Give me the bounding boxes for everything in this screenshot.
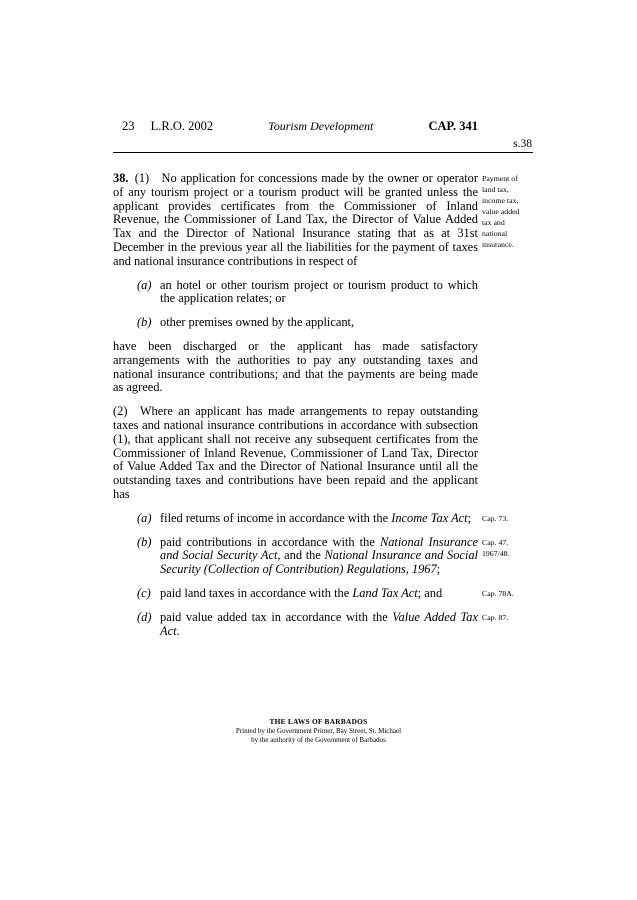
- list-item-label: (a): [137, 510, 152, 525]
- section-reference: s.38: [513, 138, 532, 150]
- page-footer: [0, 717, 637, 746]
- content-column: [113, 119, 533, 638]
- document-body: [113, 172, 533, 638]
- paragraph-38-1: [113, 171, 520, 269]
- margin-note: Payment of land tax, income tax, value added tax and national insurance.: [482, 174, 520, 249]
- header-rule: [113, 152, 533, 153]
- block-text: 38. (1) No application for concessions made by the owner or operator of any tourism project or a tourism product will be granted unless the applicant provides certificates from the Commissioner of Inland Revenue, the Commissioner of Land Tax, the Director of Value Added Tax and the Director of National Insurance stating that as at 31st December in the previous year all the liabilities for the payment of taxes and national insurance contributions in respect of: [113, 171, 478, 268]
- block-text: have been discharged or the applicant has made satisfactory arrangements with the authorities to pay any outstanding taxes and national insurance contributions; and that the payments are being made as agreed.: [113, 338, 478, 395]
- block-text: paid value added tax in accordance with the Value Added Tax Act.: [160, 609, 479, 638]
- list-item-label: (b): [137, 534, 152, 549]
- list-item-2a: [113, 510, 509, 526]
- paragraph-38-2: [113, 405, 478, 502]
- list-item-label: (b): [137, 315, 152, 330]
- block-text: filed returns of income in accordance with the Income Tax Act;: [160, 510, 472, 525]
- block-text: paid contributions in accordance with the National Insurance and Social Security Act, and the National Insurance and Social Security (Collection of Contribution) Regulations, 1967;: [160, 534, 478, 577]
- chapter-number: CAP. 341: [428, 119, 478, 133]
- list-item-2c: [113, 585, 514, 601]
- list-item-label: (c): [137, 585, 151, 600]
- margin-note: Cap. 87.: [482, 612, 509, 622]
- block-text: other premises owned by the applicant,: [160, 315, 355, 330]
- page-number: 23: [122, 119, 135, 133]
- block-text: paid land taxes in accordance with the Land Tax Act; and: [160, 585, 443, 600]
- list-item-label: (d): [137, 609, 152, 624]
- footer-authority-line: by the authority of the Government of Barbados: [251, 736, 386, 745]
- footer-title: THE LAWS OF BARBADOS: [269, 717, 368, 726]
- block-text: an hotel or other tourism project or tourism product to which the application relates; or: [160, 277, 478, 306]
- margin-note: Cap. 73.: [482, 513, 509, 523]
- document-title: Tourism Development: [268, 119, 374, 133]
- list-item-1b: [113, 316, 478, 330]
- margin-note: Cap. 47. 1967/48.: [482, 537, 510, 558]
- list-item-1a: [113, 279, 478, 307]
- lro-edition: L.R.O. 2002: [150, 119, 214, 133]
- header-left: [113, 119, 213, 134]
- paragraph-38-1-closing: [113, 340, 478, 395]
- list-item-label: (a): [137, 277, 152, 292]
- list-item-2b: [113, 534, 510, 577]
- margin-note: Cap. 78A.: [482, 588, 514, 598]
- block-text: (2) Where an applicant has made arrangements to repay outstanding taxes and national insurance contributions in accordance with subsection (1), that applicant shall not receive any subsequent certificates from the Commissioner of Inland Revenue, Commissioner of Land Tax, Director of Value Added Tax and the Director of National Insurance until all the outstanding taxes and contributions have been repaid and the applicant has: [113, 404, 478, 501]
- list-item-2d: [113, 609, 509, 639]
- footer-printer-line: Printed by the Government Printer, Bay Street, St. Michael: [235, 727, 402, 735]
- running-header: [113, 119, 478, 134]
